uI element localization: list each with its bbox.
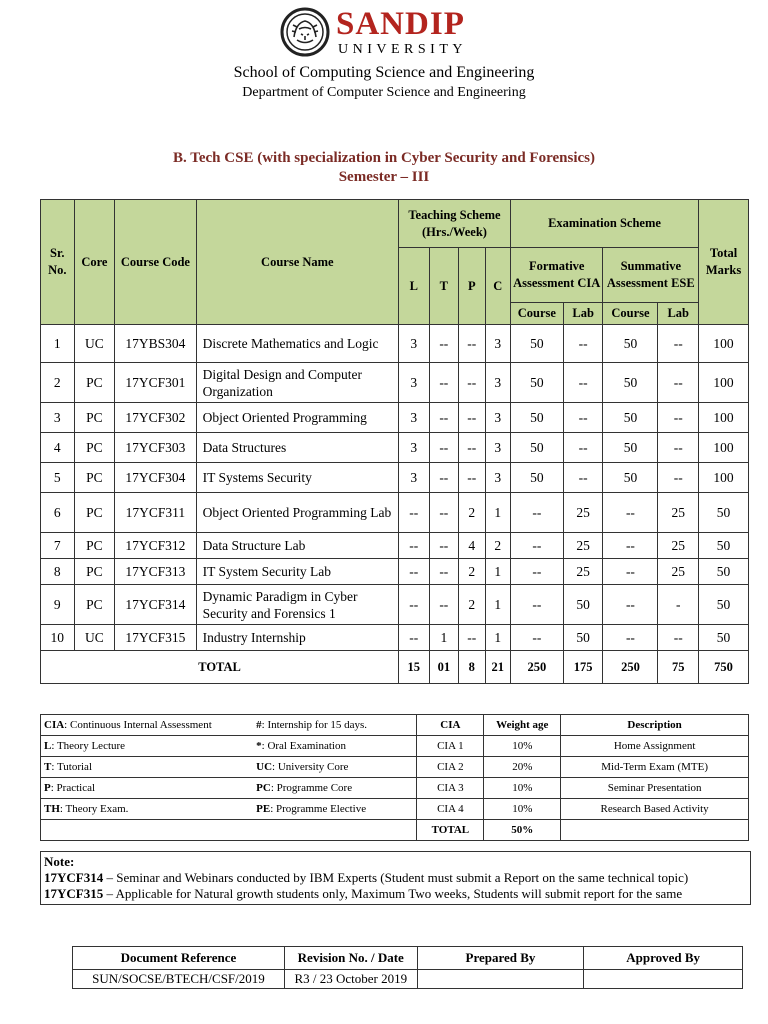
lion-seal-icon xyxy=(280,7,330,57)
cell-sr-no: 9 xyxy=(41,585,75,625)
legend-left xyxy=(41,778,254,799)
note-text: – Applicable for Natural growth students only, Maximum Two weeks, Students will submit report for the same xyxy=(103,886,683,901)
header-c: C xyxy=(485,248,510,325)
legend-key: # xyxy=(256,718,262,731)
cell-course-code: 17YCF304 xyxy=(115,463,196,493)
cell-ese-course: -- xyxy=(603,625,658,651)
cell-core: PC xyxy=(74,433,115,463)
legend-value: : Practical xyxy=(50,781,96,794)
cell-ese-course: 50 xyxy=(603,325,658,363)
cell-total-marks: 50 xyxy=(699,585,749,625)
cell-ese-lab: -- xyxy=(658,363,699,403)
cell-total-marks: 100 xyxy=(699,463,749,493)
cell-cia-course: 50 xyxy=(510,325,563,363)
cell-sr-no: 8 xyxy=(41,559,75,585)
cell-cia-course: -- xyxy=(510,585,563,625)
school-name: School of Computing Science and Engineering xyxy=(233,64,535,81)
header-summative: Summative Assessment ESE xyxy=(603,248,699,303)
cell-total-marks: 50 xyxy=(699,493,749,533)
cell-total-marks: 50 xyxy=(699,559,749,585)
cell-p: -- xyxy=(459,403,485,433)
cell-ese-lab: -- xyxy=(658,325,699,363)
cell-p: -- xyxy=(459,433,485,463)
docref-value: R3 / 23 October 2019 xyxy=(284,970,417,989)
cell-core: PC xyxy=(74,559,115,585)
cia-cell: TOTAL xyxy=(417,820,484,841)
cell-cia-lab: 25 xyxy=(563,533,603,559)
legend-left xyxy=(41,715,254,736)
cia-cell: 10% xyxy=(484,778,561,799)
cell-course-name: Object Oriented Programming Lab xyxy=(196,493,398,533)
cell-total-marks: 50 xyxy=(699,625,749,651)
table-row xyxy=(41,533,749,559)
cell-course-code: 17YCF314 xyxy=(115,585,196,625)
cell-l: 3 xyxy=(399,433,430,463)
cell-l: 3 xyxy=(399,463,430,493)
table-row xyxy=(41,403,749,433)
legend-left xyxy=(41,757,254,778)
department-name: Department of Computer Science and Engineering xyxy=(242,85,526,100)
cell-ese-course: -- xyxy=(603,493,658,533)
cell-course-code: 17YCF312 xyxy=(115,533,196,559)
cell-course-name: IT Systems Security xyxy=(196,463,398,493)
header-total-marks: Total Marks xyxy=(699,200,749,325)
cell-ese-lab: -- xyxy=(658,433,699,463)
cell-t: 1 xyxy=(429,625,459,651)
legend-right xyxy=(253,778,417,799)
cell-c: 1 xyxy=(485,625,510,651)
cell-sr-no: 7 xyxy=(41,533,75,559)
cell-sr-no: 1 xyxy=(41,325,75,363)
cell-l: -- xyxy=(399,533,430,559)
docref-value: SUN/SOCSE/BTECH/CSF/2019 xyxy=(73,970,285,989)
total-c: 21 xyxy=(485,651,510,684)
legend-right xyxy=(253,715,417,736)
legend-key: PC xyxy=(256,781,271,794)
cell-cia-course: 50 xyxy=(510,433,563,463)
cell-course-name: Object Oriented Programming xyxy=(196,403,398,433)
course-table xyxy=(40,199,749,684)
legend-row xyxy=(41,799,749,820)
legend-row xyxy=(41,715,749,736)
cell-core: PC xyxy=(74,403,115,433)
note-text: – Seminar and Webinars conducted by IBM Experts (Student must submit a Report on the same technical topic) xyxy=(103,870,689,885)
cell-course-code: 17YCF313 xyxy=(115,559,196,585)
cell-sr-no: 10 xyxy=(41,625,75,651)
cell-c: 1 xyxy=(485,585,510,625)
legend-key: PE xyxy=(256,802,271,815)
legend-right xyxy=(253,757,417,778)
cia-cell: Home Assignment xyxy=(561,736,749,757)
legend-key: UC xyxy=(256,760,273,773)
cell-p: -- xyxy=(459,463,485,493)
cell-l: -- xyxy=(399,559,430,585)
total-l: 15 xyxy=(399,651,430,684)
cia-cell: 10% xyxy=(484,799,561,820)
cell-c: 3 xyxy=(485,463,510,493)
legend-value: : Continuous Internal Assessment xyxy=(64,718,212,731)
cia-cell: Research Based Activity xyxy=(561,799,749,820)
cell-core: PC xyxy=(74,363,115,403)
cell-cia-lab: 25 xyxy=(563,493,603,533)
cell-cia-course: 50 xyxy=(510,403,563,433)
note-course-code: 17YCF314 xyxy=(44,870,104,885)
header-sr-no: Sr. No. xyxy=(41,200,75,325)
cell-t: -- xyxy=(429,463,459,493)
legend-key: CIA xyxy=(44,718,65,731)
cell-ese-lab: -- xyxy=(658,403,699,433)
cell-ese-lab: -- xyxy=(658,625,699,651)
header-ese-lab: Lab xyxy=(658,303,699,325)
cell-l: 3 xyxy=(399,325,430,363)
table-row xyxy=(41,433,749,463)
note-item xyxy=(44,870,747,886)
cell-cia-course: 50 xyxy=(510,463,563,493)
legend-right xyxy=(253,820,417,841)
cell-p: 4 xyxy=(459,533,485,559)
cell-ese-course: -- xyxy=(603,533,658,559)
cell-sr-no: 2 xyxy=(41,363,75,403)
note-box xyxy=(40,851,751,905)
header-course-code: Course Code xyxy=(115,200,196,325)
docref-header: Document Reference xyxy=(73,947,285,970)
cell-c: 1 xyxy=(485,493,510,533)
cell-cia-course: -- xyxy=(510,625,563,651)
cell-core: UC xyxy=(74,625,115,651)
legend-left xyxy=(41,736,254,757)
docref-header: Revision No. / Date xyxy=(284,947,417,970)
legend-value: : Programme Core xyxy=(270,781,353,794)
header-p: P xyxy=(459,248,485,325)
cia-cell: 10% xyxy=(484,736,561,757)
legend-key: TH xyxy=(44,802,60,815)
docref-header: Prepared By xyxy=(417,947,584,970)
cell-sr-no: 4 xyxy=(41,433,75,463)
total-p: 8 xyxy=(459,651,485,684)
cell-t: -- xyxy=(429,433,459,463)
cia-header: Description xyxy=(561,715,749,736)
cell-core: PC xyxy=(74,463,115,493)
legend-key: T xyxy=(44,760,52,773)
semester-label: Semester – III xyxy=(338,169,430,185)
legend-value: : Internship for 15 days. xyxy=(261,718,368,731)
cell-cia-course: -- xyxy=(510,533,563,559)
cell-c: 3 xyxy=(485,363,510,403)
cell-sr-no: 3 xyxy=(41,403,75,433)
cell-course-code: 17YCF315 xyxy=(115,625,196,651)
cell-course-name: Industry Internship xyxy=(196,625,398,651)
cia-header: CIA xyxy=(417,715,484,736)
program-title xyxy=(0,149,768,187)
header-core: Core xyxy=(74,200,115,325)
cell-t: -- xyxy=(429,363,459,403)
legend-value: : Programme Elective xyxy=(270,802,367,815)
header-teaching-scheme: Teaching Scheme (Hrs./Week) xyxy=(399,200,511,248)
cell-c: 3 xyxy=(485,433,510,463)
cell-core: UC xyxy=(74,325,115,363)
total-t: 01 xyxy=(429,651,459,684)
cia-cell: CIA 2 xyxy=(417,757,484,778)
legend-key: P xyxy=(44,781,51,794)
total-ese-lab: 75 xyxy=(658,651,699,684)
total-label: TOTAL xyxy=(41,651,399,684)
total-row xyxy=(41,651,749,684)
header-cia-course: Course xyxy=(510,303,563,325)
table-row xyxy=(41,363,749,403)
table-row xyxy=(41,585,749,625)
cell-t: -- xyxy=(429,585,459,625)
cell-ese-course: 50 xyxy=(603,403,658,433)
document-reference-table xyxy=(72,946,743,989)
header-ese-course: Course xyxy=(603,303,658,325)
cell-cia-lab: -- xyxy=(563,363,603,403)
cell-sr-no: 6 xyxy=(41,493,75,533)
cell-l: -- xyxy=(399,493,430,533)
cia-cell: CIA 4 xyxy=(417,799,484,820)
cell-ese-lab: 25 xyxy=(658,493,699,533)
cell-l: 3 xyxy=(399,403,430,433)
total-cia-course: 250 xyxy=(510,651,563,684)
header-t: T xyxy=(429,248,459,325)
legend-key: * xyxy=(256,739,262,752)
cell-cia-lab: -- xyxy=(563,403,603,433)
cell-total-marks: 100 xyxy=(699,433,749,463)
table-row xyxy=(41,493,749,533)
cell-ese-course: 50 xyxy=(603,363,658,403)
cell-p: 2 xyxy=(459,493,485,533)
cell-core: PC xyxy=(74,585,115,625)
legend-value: : Oral Examination xyxy=(261,739,346,752)
cell-ese-course: -- xyxy=(603,559,658,585)
cell-p: 2 xyxy=(459,585,485,625)
cell-cia-course: -- xyxy=(510,493,563,533)
cell-cia-lab: -- xyxy=(563,433,603,463)
cell-cia-lab: 50 xyxy=(563,625,603,651)
table-row xyxy=(41,559,749,585)
total-ese-course: 250 xyxy=(603,651,658,684)
legend-value: : Theory Lecture xyxy=(51,739,126,752)
cell-c: 3 xyxy=(485,403,510,433)
cia-header: Weight age xyxy=(484,715,561,736)
cell-ese-course: -- xyxy=(603,585,658,625)
cell-ese-course: 50 xyxy=(603,433,658,463)
cell-ese-lab: - xyxy=(658,585,699,625)
cell-total-marks: 50 xyxy=(699,533,749,559)
cell-course-name: Digital Design and Computer Organization xyxy=(196,363,398,403)
cell-total-marks: 100 xyxy=(699,363,749,403)
legend-right xyxy=(253,736,417,757)
university-word: UNIVERSITY xyxy=(338,42,467,57)
total-cia-lab: 175 xyxy=(563,651,603,684)
legend-row xyxy=(41,778,749,799)
program-name: B. Tech CSE (with specialization in Cyber Security and Forensics) xyxy=(173,150,595,166)
legend-left xyxy=(41,820,254,841)
cia-cell: 50% xyxy=(484,820,561,841)
university-logo xyxy=(280,6,490,58)
cell-ese-course: 50 xyxy=(603,463,658,493)
header-cia-lab: Lab xyxy=(563,303,603,325)
cell-sr-no: 5 xyxy=(41,463,75,493)
cell-p: -- xyxy=(459,325,485,363)
cell-l: -- xyxy=(399,585,430,625)
legend-value: : Theory Exam. xyxy=(59,802,129,815)
cell-course-name: Data Structures xyxy=(196,433,398,463)
header-l: L xyxy=(399,248,430,325)
header-formative: Formative Assessment CIA xyxy=(510,248,603,303)
legend-right xyxy=(253,799,417,820)
cell-total-marks: 100 xyxy=(699,403,749,433)
cia-cell: Seminar Presentation xyxy=(561,778,749,799)
cia-cell xyxy=(561,820,749,841)
cell-t: -- xyxy=(429,559,459,585)
cell-course-name: Data Structure Lab xyxy=(196,533,398,559)
cell-cia-lab: -- xyxy=(563,463,603,493)
legend-value: : University Core xyxy=(272,760,349,773)
legend-row xyxy=(41,736,749,757)
cell-t: -- xyxy=(429,403,459,433)
cell-course-name: Discrete Mathematics and Logic xyxy=(196,325,398,363)
note-course-code: 17YCF315 xyxy=(44,886,104,901)
cia-cell: Mid-Term Exam (MTE) xyxy=(561,757,749,778)
note-title: Note: xyxy=(44,854,75,869)
cell-course-name: Dynamic Paradigm in Cyber Security and Forensics 1 xyxy=(196,585,398,625)
cell-p: -- xyxy=(459,363,485,403)
brand-name: SANDIP xyxy=(336,6,465,42)
note-item xyxy=(44,886,747,902)
legend-row xyxy=(41,820,749,841)
cell-total-marks: 100 xyxy=(699,325,749,363)
legend-left xyxy=(41,799,254,820)
table-row xyxy=(41,463,749,493)
legend-row xyxy=(41,757,749,778)
legend-key: L xyxy=(44,739,52,752)
cell-course-name: IT System Security Lab xyxy=(196,559,398,585)
header-course-name: Course Name xyxy=(196,200,398,325)
cell-cia-lab: 50 xyxy=(563,585,603,625)
cell-course-code: 17YCF303 xyxy=(115,433,196,463)
cell-course-code: 17YCF311 xyxy=(115,493,196,533)
docref-header: Approved By xyxy=(584,947,743,970)
cell-core: PC xyxy=(74,533,115,559)
cell-cia-course: 50 xyxy=(510,363,563,403)
cia-cell: CIA 1 xyxy=(417,736,484,757)
cell-t: -- xyxy=(429,325,459,363)
total-total-marks: 750 xyxy=(699,651,749,684)
cell-ese-lab: 25 xyxy=(658,533,699,559)
cell-course-code: 17YBS304 xyxy=(115,325,196,363)
cell-c: 1 xyxy=(485,559,510,585)
cell-t: -- xyxy=(429,533,459,559)
cell-c: 3 xyxy=(485,325,510,363)
cell-p: 2 xyxy=(459,559,485,585)
cia-cell: 20% xyxy=(484,757,561,778)
legend-value: : Tutorial xyxy=(51,760,92,773)
cia-cell: CIA 3 xyxy=(417,778,484,799)
cell-course-code: 17YCF301 xyxy=(115,363,196,403)
cell-t: -- xyxy=(429,493,459,533)
legend-table xyxy=(40,714,749,841)
cell-ese-lab: -- xyxy=(658,463,699,493)
header-exam-scheme: Examination Scheme xyxy=(510,200,698,248)
cell-c: 2 xyxy=(485,533,510,559)
cell-l: 3 xyxy=(399,363,430,403)
cell-core: PC xyxy=(74,493,115,533)
table-row xyxy=(41,625,749,651)
cell-cia-lab: -- xyxy=(563,325,603,363)
cell-l: -- xyxy=(399,625,430,651)
docref-value xyxy=(417,970,584,989)
cell-cia-course: -- xyxy=(510,559,563,585)
cell-cia-lab: 25 xyxy=(563,559,603,585)
table-row xyxy=(41,325,749,363)
cell-p: -- xyxy=(459,625,485,651)
cell-ese-lab: 25 xyxy=(658,559,699,585)
docref-value xyxy=(584,970,743,989)
cell-course-code: 17YCF302 xyxy=(115,403,196,433)
